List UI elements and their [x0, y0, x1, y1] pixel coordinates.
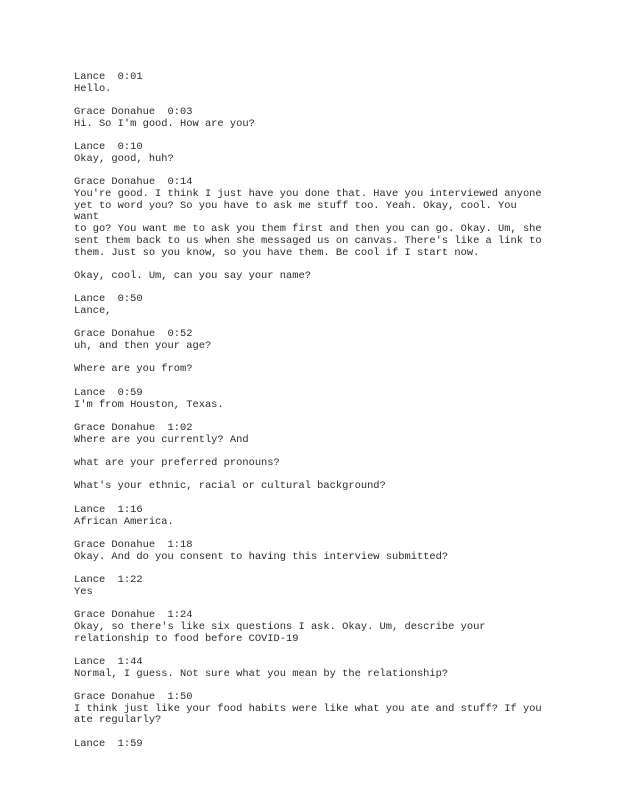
utterance-line: ate regularly?	[74, 714, 162, 727]
utterance-line: them. Just so you know, so you have them. Be cool if I start now.	[74, 246, 480, 259]
utterance-line: Lance,	[74, 304, 112, 317]
speaker-name: Grace Donahue	[74, 691, 156, 703]
utterance-line: Hi. So I'm good. How are you?	[74, 117, 255, 130]
speaker-name: Lance	[74, 737, 106, 750]
speaker-name: Lance	[74, 141, 106, 154]
utterance-line: What's your ethnic, racial or cultural background?	[74, 480, 386, 493]
timestamp: 1:22	[117, 574, 143, 587]
transcript-entry	[74, 610, 544, 645]
utterance-line: Okay, cool. Um, can you say your name?	[74, 269, 311, 282]
timestamp: 1:18	[167, 538, 193, 551]
speaker-time-gap	[105, 71, 117, 83]
speaker-time-gap	[155, 176, 167, 188]
speaker-time-gap	[155, 106, 167, 118]
speaker-time-gap	[105, 738, 117, 750]
utterance-line: uh, and then your age?	[74, 340, 212, 353]
speaker-time-gap	[105, 574, 117, 586]
utterance-line: African America.	[74, 515, 174, 528]
transcript-entry	[74, 481, 544, 493]
speaker-name: Lance	[74, 574, 106, 587]
timestamp: 1:59	[117, 737, 143, 750]
transcript-entry	[74, 423, 544, 446]
timestamp: 1:50	[167, 691, 193, 703]
speaker-name: Lance	[74, 386, 106, 399]
utterance-line: Where are you from?	[74, 363, 193, 376]
utterance-line: Okay, good, huh?	[74, 152, 174, 165]
utterance-line: Yes	[74, 585, 93, 598]
utterance-line: Okay, so there's like six questions I ask. Okay. Um, describe your	[74, 620, 486, 633]
transcript-entry	[74, 458, 544, 470]
transcript-entry	[74, 107, 544, 130]
transcript-body	[74, 72, 544, 762]
timestamp: 0:50	[117, 293, 143, 306]
speaker-header	[74, 575, 544, 587]
speaker-name: Grace Donahue	[74, 176, 156, 189]
transcript-entry	[74, 271, 544, 283]
speaker-name: Lance	[74, 655, 106, 668]
utterance-line: You're good. I think I just have you done that. Have you interviewed anyone	[74, 187, 542, 200]
speaker-name: Lance	[74, 293, 106, 306]
speaker-name: Grace Donahue	[74, 538, 156, 551]
speaker-time-gap	[105, 141, 117, 153]
speaker-time-gap	[105, 387, 117, 399]
speaker-time-gap	[155, 691, 167, 703]
transcript-entry	[74, 72, 544, 95]
speaker-header	[74, 388, 544, 400]
timestamp: 0:52	[167, 328, 193, 341]
speaker-time-gap	[155, 539, 167, 551]
transcript-entry	[74, 142, 544, 165]
speaker-name: Grace Donahue	[74, 609, 156, 622]
transcript-entry	[74, 364, 544, 376]
transcript-entry	[74, 294, 544, 317]
speaker-header	[74, 692, 544, 704]
utterance-line: Okay. And do you consent to having this interview submitted?	[74, 550, 449, 563]
speaker-header	[74, 423, 544, 435]
speaker-time-gap	[155, 328, 167, 340]
speaker-name: Grace Donahue	[74, 328, 156, 341]
transcript-entry	[74, 657, 544, 680]
timestamp: 1:44	[117, 655, 143, 668]
transcript-entry	[74, 505, 544, 528]
timestamp: 1:24	[167, 609, 193, 622]
speaker-time-gap	[105, 504, 117, 516]
utterance-line: Normal, I guess. Not sure what you mean by the relationship?	[74, 667, 449, 680]
speaker-header	[74, 72, 544, 84]
timestamp: 1:02	[167, 421, 193, 434]
speaker-header	[74, 505, 544, 517]
utterance-line: to go? You want me to ask you them first and then you can go. Okay. Um, she	[74, 223, 542, 236]
speaker-time-gap	[105, 293, 117, 305]
speaker-header	[74, 540, 544, 552]
transcript-entry	[74, 692, 544, 727]
utterance-line: Hello.	[74, 82, 112, 95]
transcript-entry	[74, 177, 544, 259]
transcript-entry	[74, 739, 544, 751]
speaker-time-gap	[155, 609, 167, 621]
utterance-line: I'm from Houston, Texas.	[74, 398, 224, 411]
transcript-entry	[74, 575, 544, 598]
utterance-line: relationship to food before COVID-19	[74, 632, 299, 645]
utterance-line: sent them back to us when she messaged us on canvas. There's like a link to	[74, 234, 542, 247]
timestamp: 0:14	[167, 176, 193, 189]
speaker-name: Grace Donahue	[74, 106, 156, 119]
speaker-header	[74, 739, 544, 751]
speaker-name: Grace Donahue	[74, 421, 156, 434]
speaker-header	[74, 657, 544, 669]
speaker-name: Lance	[74, 503, 106, 516]
timestamp: 0:59	[117, 386, 143, 399]
utterance-line: I think just like your food habits were like what you ate and stuff? If you	[74, 702, 542, 715]
speaker-name: Lance	[74, 71, 106, 83]
timestamp: 0:01	[117, 71, 143, 83]
transcript-entry	[74, 540, 544, 563]
speaker-time-gap	[155, 422, 167, 434]
utterance-line: Where are you currently? And	[74, 433, 249, 446]
speaker-header	[74, 294, 544, 306]
utterance-line: yet to word you? So you have to ask me stuff too. Yeah. Okay, cool. You want	[74, 199, 523, 224]
transcript-entry	[74, 329, 544, 352]
timestamp: 1:16	[117, 503, 143, 516]
timestamp: 0:10	[117, 141, 143, 154]
utterance-line: what are your preferred pronouns?	[74, 457, 280, 470]
timestamp: 0:03	[167, 106, 193, 119]
speaker-time-gap	[105, 656, 117, 668]
transcript-entry	[74, 388, 544, 411]
